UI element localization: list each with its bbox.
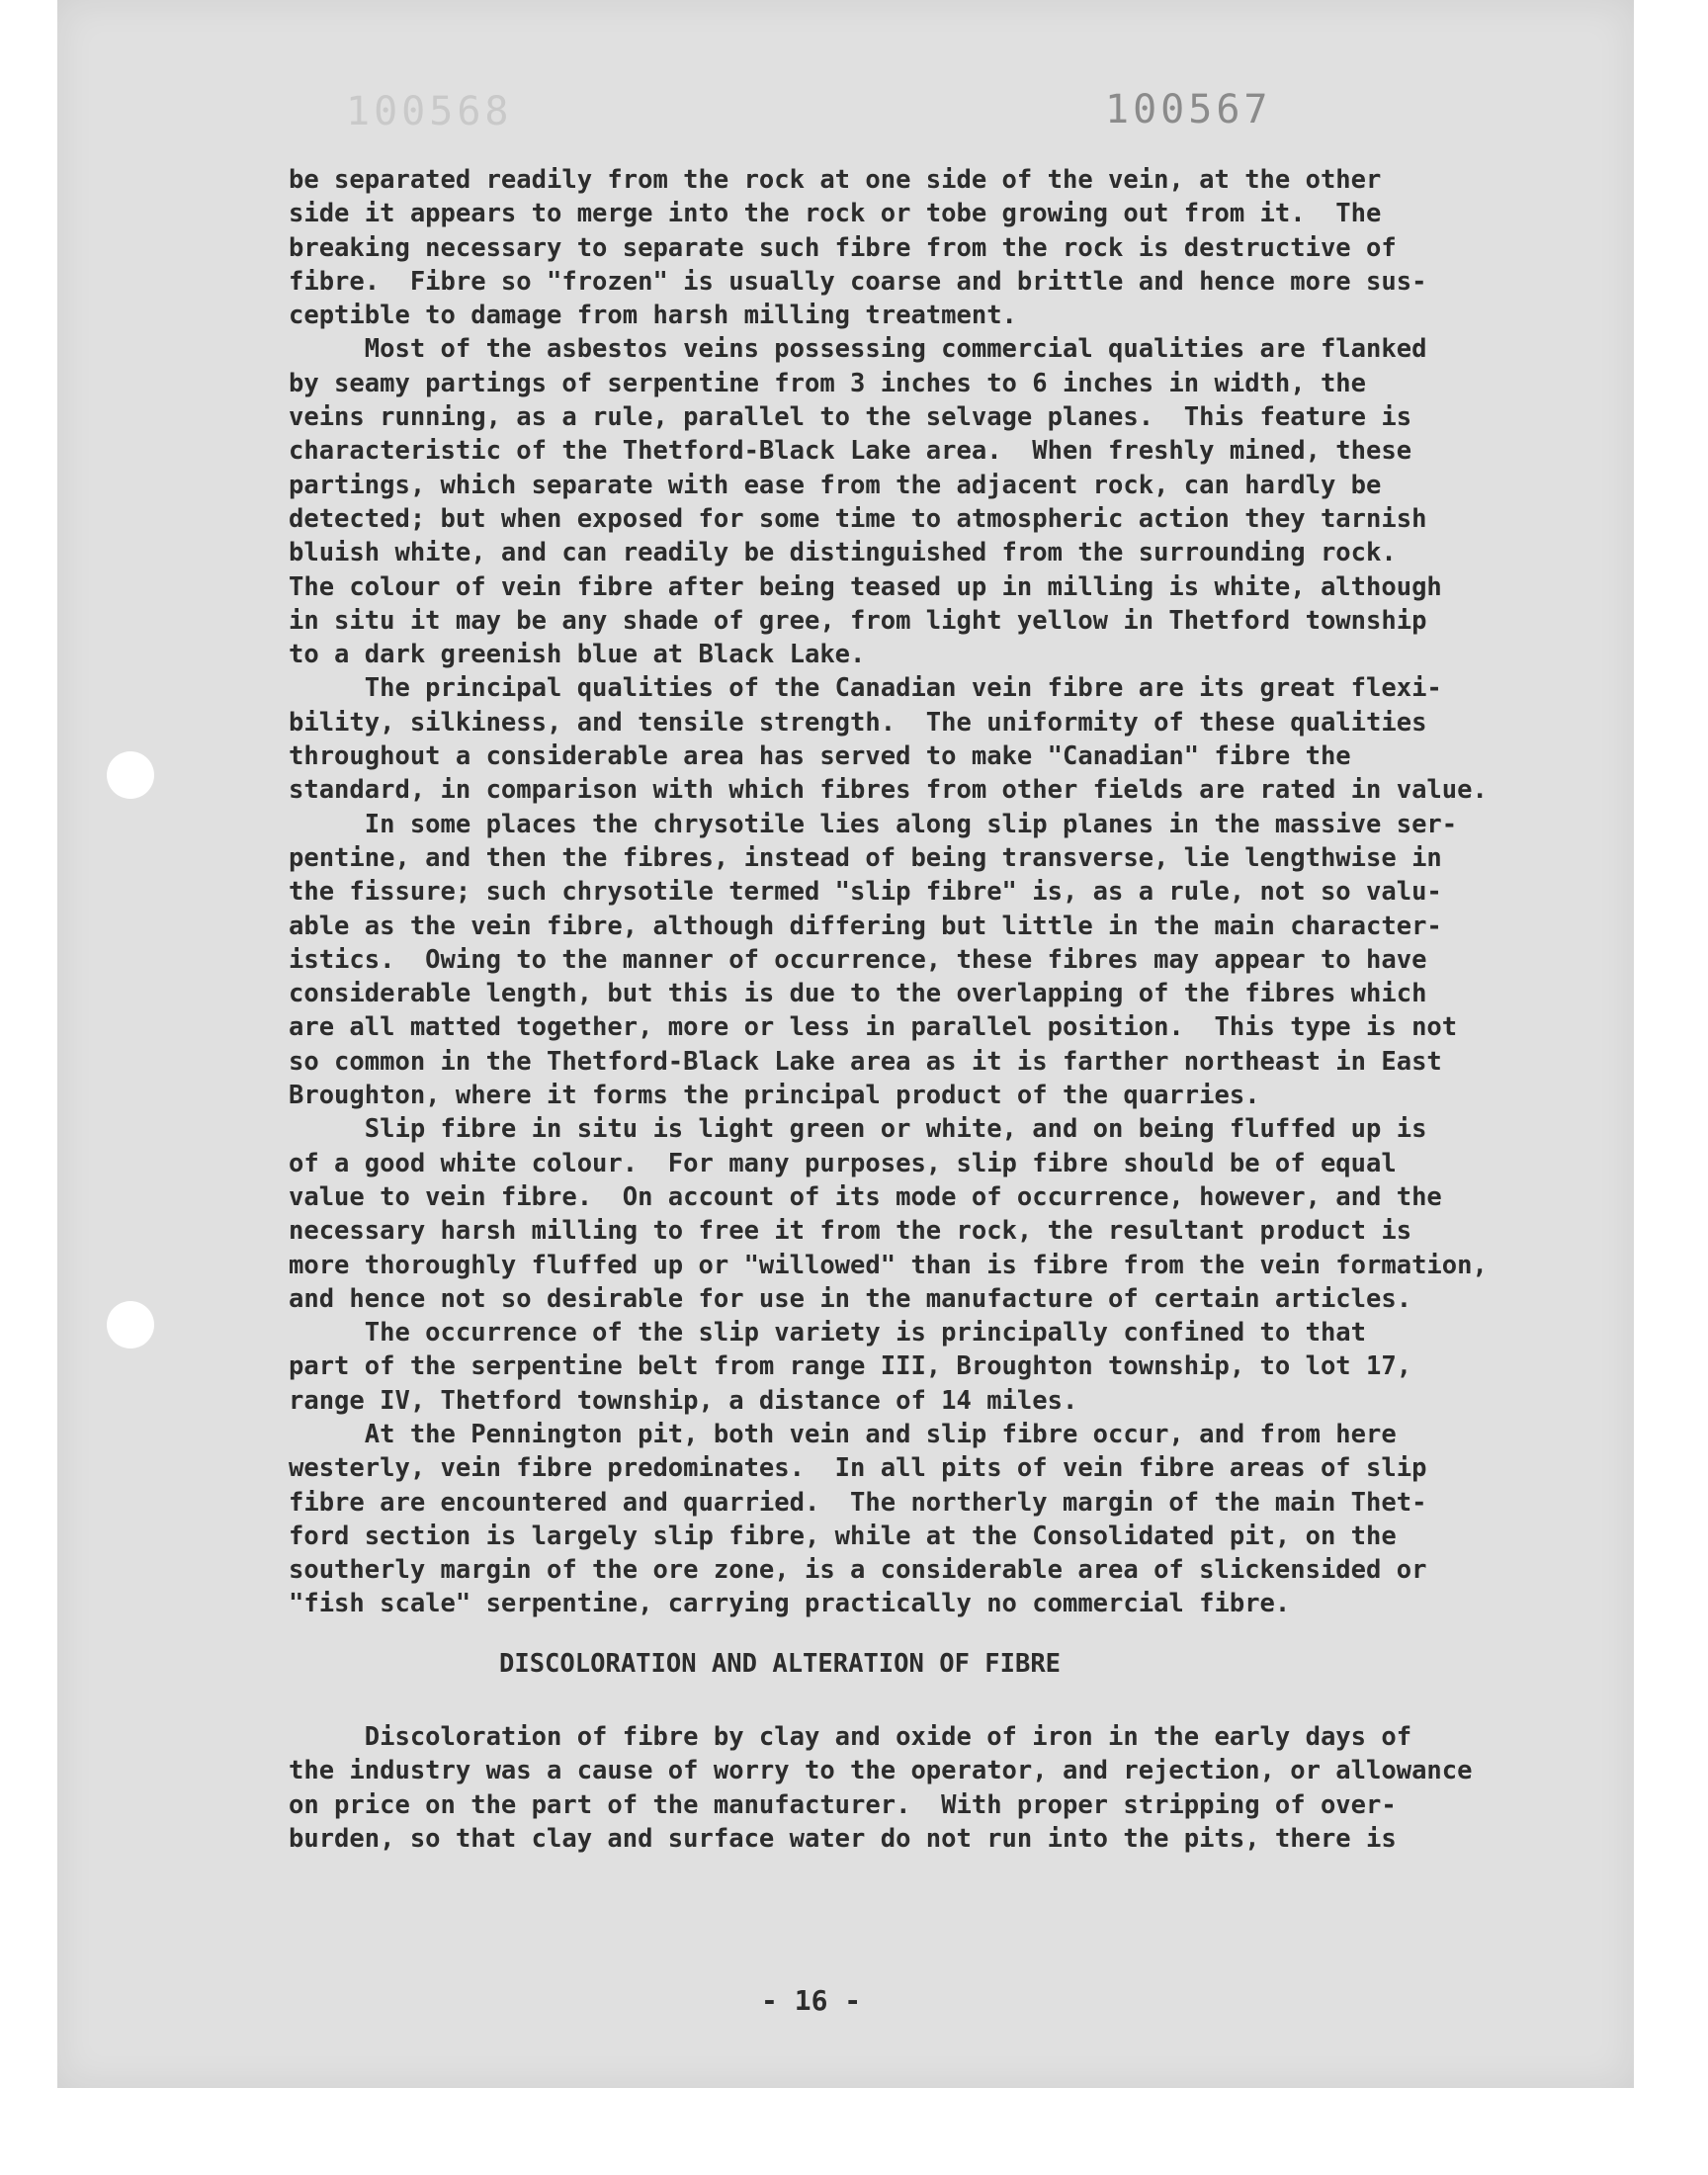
text-line: on price on the part of the manufacturer. With proper stripping of over-	[289, 1789, 1397, 1820]
text-line: Discoloration of fibre by clay and oxide of iron in the early days of	[289, 1722, 1412, 1752]
text-line: the fissure; such chrysotile termed "slip fibre" is, as a rule, not so valu-	[289, 877, 1442, 908]
text-line: be separated readily from the rock at one side of the vein, at the other	[289, 165, 1382, 195]
punch-hole-lower	[107, 1301, 154, 1348]
text-line: breaking necessary to separate such fibre from the rock is destructive of	[289, 232, 1397, 263]
page-number: - 16 -	[761, 1984, 862, 2017]
text-line: The colour of vein fibre after being teased up in milling is white, although	[289, 571, 1442, 602]
section-heading: DISCOLORATION AND ALTERATION OF FIBRE	[499, 1649, 1062, 1679]
text-line: by seamy partings of serpentine from 3 inches to 6 inches in width, the	[289, 368, 1367, 398]
closing-paragraph	[289, 1720, 1593, 1856]
text-line: necessary harsh milling to free it from the rock, the resultant product is	[289, 1216, 1412, 1247]
punch-hole-upper	[107, 751, 154, 799]
text-line: Most of the asbestos veins possessing commercial qualities are flanked	[289, 334, 1427, 365]
text-line: partings, which separate with ease from the adjacent rock, can hardly be	[289, 470, 1382, 500]
text-line: The occurrence of the slip variety is principally confined to that	[289, 1318, 1367, 1348]
text-line: bluish white, and can readily be distinguished from the surrounding rock.	[289, 538, 1397, 568]
text-line: value to vein fibre. On account of its mode of occurrence, however, and the	[289, 1181, 1442, 1212]
text-line: burden, so that clay and surface water do not run into the pits, there is	[289, 1823, 1397, 1854]
text-line: side it appears to merge into the rock or tobe growing out from it. The	[289, 199, 1382, 229]
faded-page-stamp: 100568	[346, 89, 513, 134]
text-line: are all matted together, more or less in parallel position. This type is not	[289, 1012, 1458, 1043]
text-line: so common in the Thetford-Black Lake area as it is farther northeast in East	[289, 1046, 1442, 1077]
text-line: The principal qualities of the Canadian vein fibre are its great flexi-	[289, 673, 1442, 704]
text-line: the industry was a cause of worry to the operator, and rejection, or allowance	[289, 1756, 1473, 1786]
text-line: "fish scale" serpentine, carrying practically no commercial fibre.	[289, 1589, 1291, 1619]
text-line: standard, in comparison with which fibres from other fields are rated in value.	[289, 775, 1488, 806]
text-line: part of the serpentine belt from range III, Broughton township, to lot 17,	[289, 1351, 1412, 1382]
text-line: ford section is largely slip fibre, while at the Consolidated pit, on the	[289, 1521, 1397, 1551]
text-line: considerable length, but this is due to the overlapping of the fibres which	[289, 979, 1427, 1009]
text-line: At the Pennington pit, both vein and slip fibre occur, and from here	[289, 1419, 1397, 1449]
text-line: Slip fibre in situ is light green or white, and on being fluffed up is	[289, 1114, 1427, 1145]
text-line: detected; but when exposed for some time to atmospheric action they tarnish	[289, 503, 1427, 534]
text-line: fibre are encountered and quarried. The northerly margin of the main Thet-	[289, 1487, 1427, 1518]
text-line: westerly, vein fibre predominates. In all pits of vein fibre areas of slip	[289, 1453, 1427, 1484]
text-line: bility, silkiness, and tensile strength. The uniformity of these qualities	[289, 707, 1427, 738]
text-line: veins running, as a rule, parallel to the selvage planes. This feature is	[289, 402, 1412, 433]
text-line: ceptible to damage from harsh milling treatment.	[289, 301, 1017, 331]
text-line: range IV, Thetford township, a distance of 14 miles.	[289, 1385, 1078, 1416]
text-line: southerly margin of the ore zone, is a considerable area of slickensided or	[289, 1555, 1427, 1586]
text-line: and hence not so desirable for use in the manufacture of certain articles.	[289, 1283, 1412, 1314]
text-line: istics. Owing to the manner of occurrence, these fibres may appear to have	[289, 944, 1427, 975]
text-line: of a good white colour. For many purposes, slip fibre should be of equal	[289, 1148, 1397, 1178]
text-line: more thoroughly fluffed up or "willowed" than is fibre from the vein formation,	[289, 1250, 1488, 1280]
text-line: throughout a considerable area has served to make "Canadian" fibre the	[289, 741, 1351, 772]
text-line: characteristic of the Thetford-Black Lake area. When freshly mined, these	[289, 436, 1412, 467]
text-line: Broughton, where it forms the principal product of the quarries.	[289, 1081, 1260, 1111]
body-text	[289, 163, 1593, 1621]
page-stamp: 100567	[1105, 87, 1272, 132]
text-line: pentine, and then the fibres, instead of being transverse, lie lengthwise in	[289, 842, 1442, 873]
text-line: to a dark greenish blue at Black Lake.	[289, 640, 866, 670]
text-line: fibre. Fibre so "frozen" is usually coarse and brittle and hence more sus-	[289, 266, 1427, 297]
text-line: able as the vein fibre, although differing but little in the main character-	[289, 911, 1442, 941]
text-line: in situ it may be any shade of gree, from light yellow in Thetford township	[289, 605, 1427, 636]
text-line: In some places the chrysotile lies along slip planes in the massive ser-	[289, 809, 1458, 839]
